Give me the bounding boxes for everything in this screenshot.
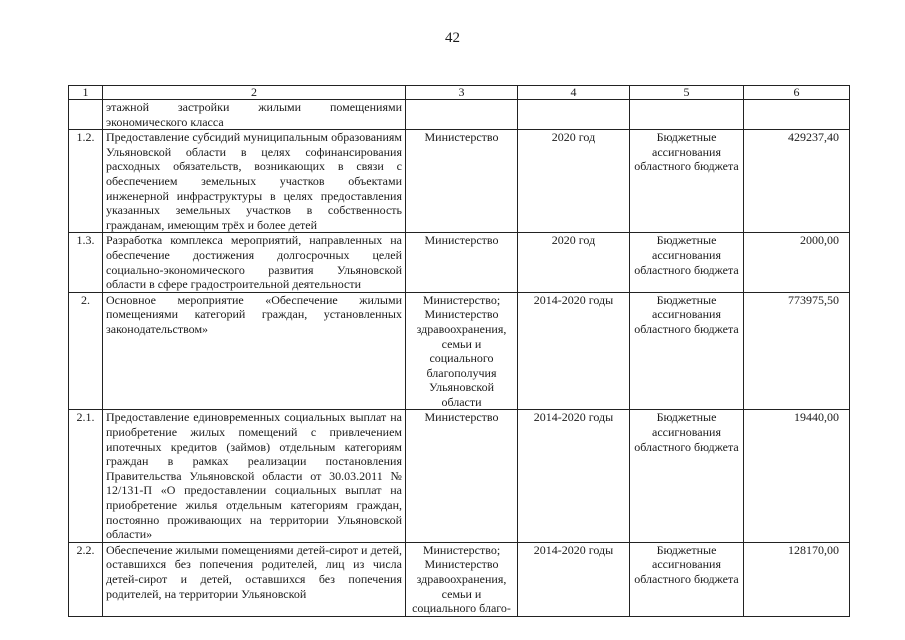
funding-source-cell: Бюджетные ассигнования областного бюджета (630, 130, 744, 233)
activity-description: Разработка комплекса мероприятий, направленных на обеспечение достижения долгосрочных целей социально-экономического развития Ульяновской области в сфере градостроительной деятельности (103, 233, 406, 292)
table-row (69, 130, 850, 233)
row-number: 2.1. (69, 410, 103, 542)
executor-cell: Министерство (406, 410, 518, 542)
table-row (69, 233, 850, 292)
row-number (69, 100, 103, 130)
funding-source-cell: Бюджетные ассигнования областного бюджета (630, 233, 744, 292)
column-header: 1 (69, 86, 103, 100)
table-row (69, 100, 850, 130)
table-row (69, 410, 850, 542)
period-cell: 2014-2020 годы (518, 410, 630, 542)
funding-source-cell (630, 100, 744, 130)
amount-cell: 429237,40 (744, 130, 850, 233)
column-header: 2 (103, 86, 406, 100)
activity-description: Основное мероприятие «Обеспечение жилыми помещениями категорий граждан, установленных законодательством» (103, 292, 406, 410)
executor-cell: Министерство; Министерство здравоохранения, семьи и социального благо- (406, 542, 518, 616)
activity-description: Предоставление субсидий муниципальным образованиям Ульяновской области в целях софинансирования расходных обязательств, возникающих в связи с обеспечением земельных участков объектами инженерной инфраструктуры в целях предоставления указанных земельных участков в собственность гражданам, имеющим трёх и более детей (103, 130, 406, 233)
column-header: 6 (744, 86, 850, 100)
column-header: 3 (406, 86, 518, 100)
executor-cell: Министерство; Министерство здравоохранения, семьи и социального благополучия Ульяновской области (406, 292, 518, 410)
row-number: 2. (69, 292, 103, 410)
period-cell: 2014-2020 годы (518, 542, 630, 616)
column-header: 5 (630, 86, 744, 100)
period-cell: 2014-2020 годы (518, 292, 630, 410)
activity-description: этажной застройки жилыми помещениями экономического класса (103, 100, 406, 130)
period-cell (518, 100, 630, 130)
executor-cell (406, 100, 518, 130)
amount-cell: 128170,00 (744, 542, 850, 616)
row-number: 1.2. (69, 130, 103, 233)
amount-cell: 2000,00 (744, 233, 850, 292)
amount-cell: 19440,00 (744, 410, 850, 542)
activity-description: Обеспечение жилыми помещениями детей-сирот и детей, оставшихся без попечения родителей, лиц из числа детей-сирот и детей, оставшихся без попечения родителей, на территории Ульяновской (103, 542, 406, 616)
row-number: 1.3. (69, 233, 103, 292)
column-header: 4 (518, 86, 630, 100)
page-number: 42 (445, 30, 460, 46)
funding-source-cell: Бюджетные ассигнования областного бюджета (630, 542, 744, 616)
table-row (69, 292, 850, 410)
table-row (69, 542, 850, 616)
amount-cell (744, 100, 850, 130)
executor-cell: Министерство (406, 233, 518, 292)
funding-source-cell: Бюджетные ассигнования областного бюджета (630, 292, 744, 410)
period-cell: 2020 год (518, 130, 630, 233)
budget-table (68, 85, 850, 617)
row-number: 2.2. (69, 542, 103, 616)
executor-cell: Министерство (406, 130, 518, 233)
amount-cell: 773975,50 (744, 292, 850, 410)
activity-description: Предоставление единовременных социальных выплат на приобретение жилых помещений с привлечением ипотечных кредитов (займов) отдельным категориям граждан в рамках реализации постановления Правительства Ульяновской области от 30.03.2011 № 12/131-П «О предоставлении социальных выплат на приобретение жилья отдельным категориям граждан, постоянно проживающих на территории Ульяновской области» (103, 410, 406, 542)
table-header-row (69, 86, 850, 100)
funding-source-cell: Бюджетные ассигнования областного бюджета (630, 410, 744, 542)
period-cell: 2020 год (518, 233, 630, 292)
